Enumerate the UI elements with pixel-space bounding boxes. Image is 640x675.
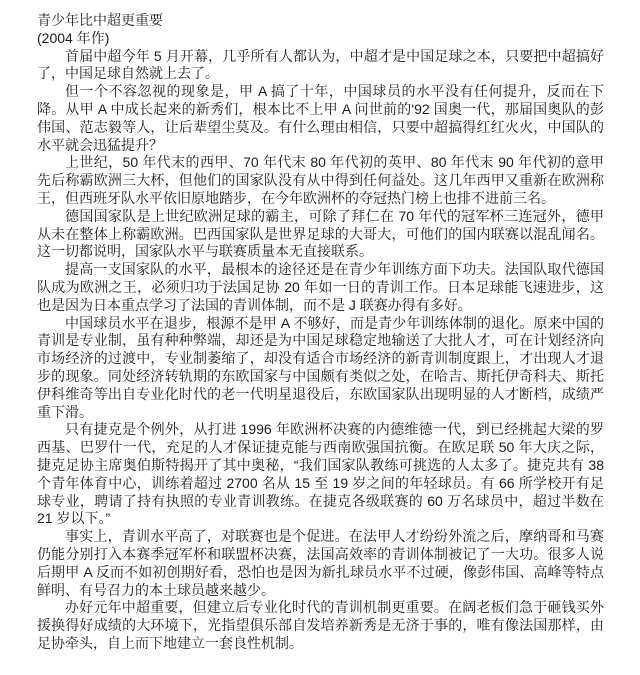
paragraph: 只有捷克是个例外，从打进 1996 年欧洲杯决赛的内德维德一代，到已经挑起大梁的罗西基、巴罗什一代，充足的人才保证捷克能与西南欧强国抗衡。在欧足联 50 年大庆之际，捷克足协主席奥伯斯特揭开了其中奥秘，“我们国家队教练可挑选的人太多了。捷克共有 38 个青年体育中心，训练着超过 2700 名从 15 至 19 岁之间的年轻球员。有 66 所学校开有足球专业，聘请了持有执照的专业青训教练。在捷克各级联赛的 60 万名球员中，超过半数在 21 岁以下。” xyxy=(37,421,604,527)
paragraph: 事实上，青训水平高了，对联赛也是个促进。在法甲人才纷纷外流之后，摩纳哥和马赛仍能分别打入本赛季冠军杯和联盟杯决赛，法国高效率的青训体制被记了一大功。很多人说后期甲 A 反而不如初创期好看，恐怕也是因为新扎球员水平不过硬，像彭伟国、高峰等特点鲜明、有号召力的本土球员越来越少。 xyxy=(37,528,604,598)
paragraph: 提高一支国家队的水平，最根本的途径还是在青少年训练方面下功夫。法国队取代德国队成为欧洲之王，必须归功于法国足协 20 年如一日的青训工作。日本足球能飞速进步，这也是因为日本重点学习了法国的青训体制，而不是 J 联赛办得有多好。 xyxy=(37,261,604,313)
paragraph: 上世纪，50 年代末的西甲、70 年代末 80 年代初的英甲、80 年代末 90 年代初的意甲先后称霸欧洲三大杯，但他们的国家队没有从中得到任何益处。这几年西甲又重新在欧洲称王，但西班牙队水平依旧原地踏步，在今年欧洲杯的夺冠热门榜上也排不进前三名。 xyxy=(37,154,604,206)
paragraph: 中国球员水平在退步，根源不是甲 A 不够好，而是青少年训练体制的退化。原来中国的青训是专业制，虽有种种弊端，却还是为中国足球稳定地输送了大批人才，可在计划经济向市场经济的过渡中，专业制萎缩了，却没有适合市场经济的新青训制度跟上，才出现人才退步的现象。同处经济转轨期的东欧国家与中国颇有类似之处，在哈吉、斯托伊奇科夫、斯托伊科维奇等出自专业化时代的老一代明星退役后，东欧国家队出现明显的人才断档，成绩严重下滑。 xyxy=(37,314,604,420)
paragraph: 但一个不容忽视的现象是，甲 A 搞了十年，中国球员的水平没有任何提升，反而在下降。从甲 A 中成长起来的新秀们，根本比不上甲 A 问世前的'92 国奥一代，那届国奥队的彭伟国、范志毅等人，让后辈望尘莫及。有什么理由相信，只要中超搞得红红火火，中国队的水平就会迅猛提升？ xyxy=(37,83,604,153)
document-title: 青少年比中超更重要 xyxy=(37,12,163,28)
document-body xyxy=(37,48,604,653)
paragraph: 首届中超今年 5 月开幕，几乎所有人都认为，中超才是中国足球之本，只要把中超搞好了，中国足球自然就上去了。 xyxy=(37,47,604,82)
paragraph: 办好元年中超重要，但建立后专业化时代的青训机制更重要。在阔老板们急于砸钱买外援换得好成绩的大环境下，光指望俱乐部自发培养新秀是无济于事的，唯有像法国那样，由足协牵头，自上而下地建立一套良性机制。 xyxy=(37,599,604,651)
document-subtitle: (2004 年作) xyxy=(37,29,110,46)
paragraph: 德国国家队是上世纪欧洲足球的霸主，可除了拜仁在 70 年代的冠军杯三连冠外，德甲从未在整体上称霸欧洲。巴西国家队是世界足球的大哥大，可他们的国内联赛以混乱闻名。这一切都说明，国家队水平与联赛质量本无直接联系。 xyxy=(37,207,604,260)
